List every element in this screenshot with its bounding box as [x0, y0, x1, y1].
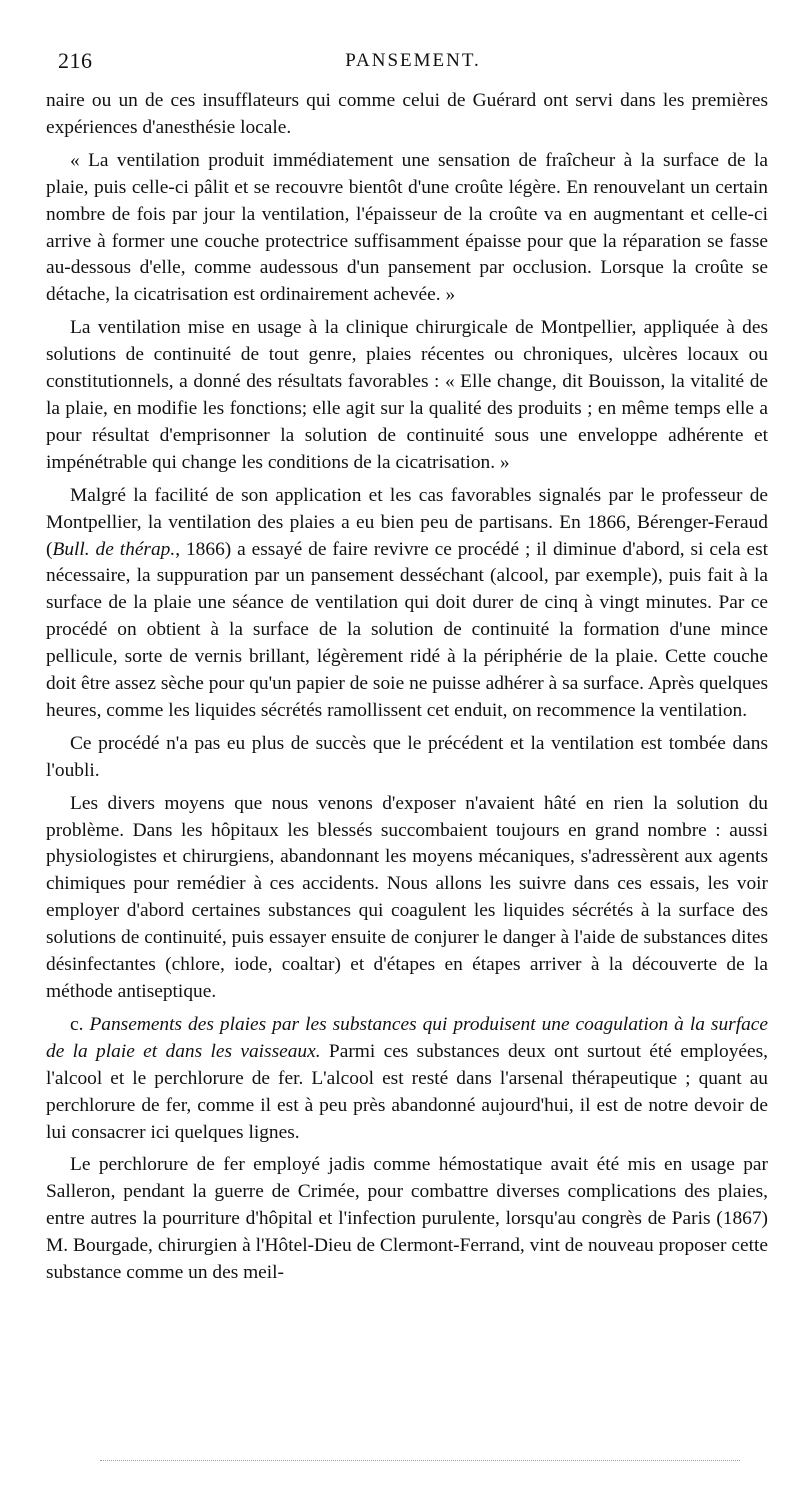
paragraph: [46, 483, 768, 725]
paragraph: Le perchlorure de fer employé jadis comme hémostatique avait été mis en usage par Salleron, pendant la guerre de Crimée, pour combattre diverses complications des plaies, entre autres la pourriture d'hôpital et l'infection purulente, lorsqu'au congrès de Paris (1867) M. Bourgade, chirurgien à l'Hôtel-Dieu de Clermont-Ferrand, vint de nouveau proposer cette substance comme un des meil-: [46, 1154, 768, 1284]
paragraph: La ventilation mise en usage à la clinique chirurgicale de Montpellier, appliquée à des solutions de continuité de tout genre, plaies récentes ou chroniques, ulcères locaux ou constitutionnels, a donné des résultats favorables : « Elle change, dit Bouisson, la vitalité de la plaie, en modifie les fonctions; elle agit sur la qualité des produits ; en même temps elle a pour résultat d'emprisonner la solution de continuité sous une enveloppe adhérente et impénétrable qui change les conditions de la cicatrisation. »: [46, 317, 768, 473]
text-run: Malgré la facilité de son application et les cas favorables signalés par le professeur de Montpellier, la ventilation des plaies a eu bien peu de partisans. En 1866, Bérenger-Feraud (: [46, 484, 768, 560]
paragraph: Les divers moyens que nous venons d'exposer n'avaient hâté en rien la solution du problème. Dans les hôpitaux les blessés succombaient toujours en grand nombre : aussi physiologistes et chirurgiens, abandonnant les moyens mécaniques, s'adressèrent aux agents chimiques pour remédier à ces accidents. Nous allons les suivre dans ces essais, les voir employer d'abord certaines substances qui coagulent les liquides sécrétés à la surface des solutions de continuité, puis essayer ensuite de conjurer le danger à l'aide de substances dites désinfectantes (chlore, iode, coaltar) et d'étapes en étapes arriver à la découverte de la méthode antiseptique.: [46, 792, 768, 1002]
page-body: [46, 88, 768, 1293]
text-run: c.: [70, 1013, 90, 1035]
paragraph: Ce procédé n'a pas eu plus de succès que le précédent et la ventilation est tombée dans l'oubli.: [46, 732, 768, 781]
paragraph: naire ou un de ces insufflateurs qui comme celui de Guérard ont servi dans les premières expériences d'anesthésie locale.: [46, 90, 768, 138]
paragraph: [46, 1012, 768, 1147]
paragraph: « La ventilation produit immédiatement une sensation de fraîcheur à la surface de la plaie, puis celle-ci pâlit et se recouvre bientôt d'une croûte légère. En renouvelant un certain nombre de fois par jour la ventilation, l'épaisseur de la croûte va en augmentant et celle-ci arrive à former une couche protectrice suffisamment épaisse pour que la réparation se fasse au-dessous d'elle, comme audessous d'un pansement par occlusion. Lorsque la croûte se détache, la cicatrisation est ordinairement achevée. »: [46, 149, 768, 306]
italic-text: Bull. de thérap.: [52, 538, 176, 560]
page-number: 216: [58, 48, 93, 73]
running-head: PANSEMENT.: [345, 50, 481, 71]
italic-text: Pansements des plaies par les substances qui produisent une coagulation à la surface de la plaie et dans les vaisseaux.: [46, 1013, 768, 1062]
text-run: , 1866) a essayé de faire revivre ce procédé ; il diminue d'abord, si cela est nécessaire, la suppuration par un pansement desséchant (alcool, par exemple), puis fait à la surface de la plaie une séance de ventilation qui doit durer de cinq à vingt minutes. Par ce procédé on obtient à la surface de la solution de continuité la formation d'une mince pellicule, sorte de vernis brillant, légèrement ridé à la périphérie de la plaie. Cette couche doit être assez sèche pour qu'un papier de soie ne puisse adhérer à sa surface. Après quelques heures, comme les liquides sécrétés ramollissent cet enduit, on recommence la ventilation.: [46, 538, 769, 721]
footer-rule: [100, 1460, 740, 1461]
text-run: Parmi ces substances deux ont surtout été employées, l'alcool et le perchlorure de fer. L'alcool est resté dans l'arsenal thérapeutique ; quant au perchlorure de fer, comme il est à peu près abandonné aujourd'hui, il est de notre devoir de lui consacrer ici quelques lignes.: [46, 1040, 769, 1143]
page-header: [58, 48, 768, 78]
